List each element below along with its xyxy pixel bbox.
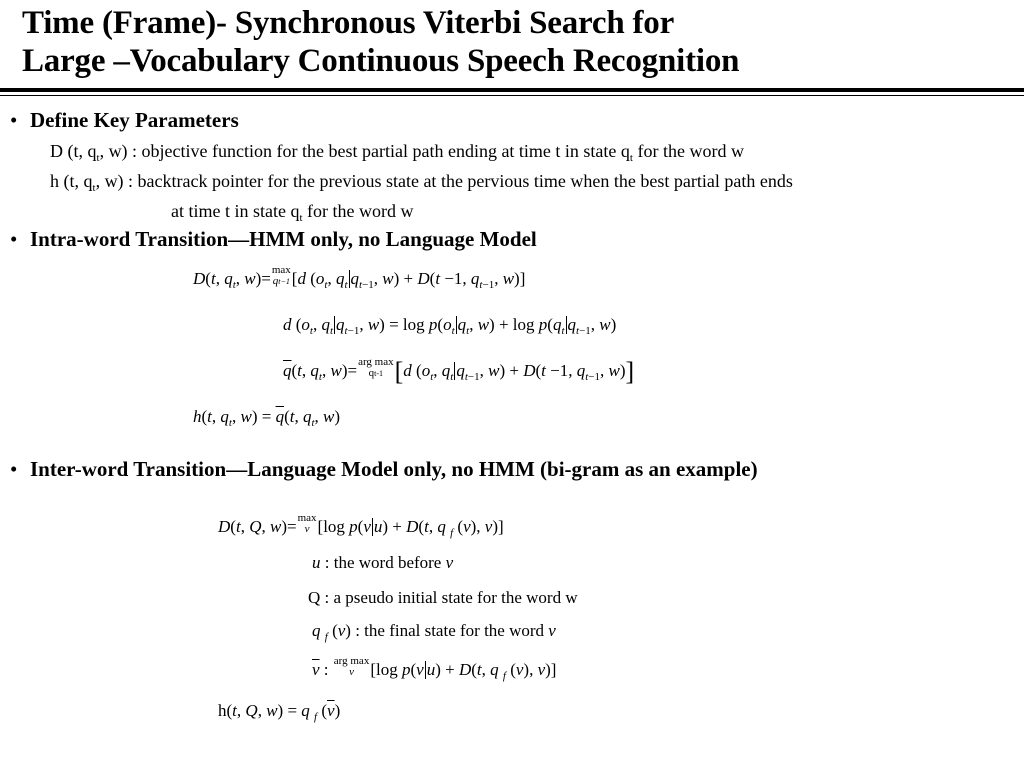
title-rule-thin xyxy=(0,95,1024,96)
operator-argmax: arg max v xyxy=(333,655,370,679)
equation-intra-D: D(t, $q_t$, w)= max qt−1 [d ($o_t$, $q_t$ $q_{t-1}$, w) + D(t −1, $q_{t-1}$, w)] xyxy=(193,264,526,291)
bullet-inter-word-transition xyxy=(10,457,758,481)
bullet-icon: • xyxy=(10,108,18,132)
equation-intra-d: d ($o_t$, $q_t$ $q_{t-1}$, $w) = \log p(o_t$ $q_t$, $w) + \log p(q_t$ $q_{t-1}$, w) xyxy=(283,315,617,337)
section-heading-inter: Inter-word Transition—Language Model only, no HMM (bi-gram as an example) xyxy=(30,457,758,481)
definition-D: D (t, $q_t$, w) : objective function for the best partial path ending at time t in state $q_t$ for the word w xyxy=(50,141,744,164)
definition-qf: q $_f$ (v) : the final state for the word v xyxy=(312,621,556,643)
bullet-define-key-parameters xyxy=(10,108,239,132)
definition-Q: Q : a pseudo initial state for the word w xyxy=(308,588,578,607)
title-rule-thick xyxy=(0,88,1024,92)
section-heading-intra: Intra-word Transition—HMM only, no Language Model xyxy=(30,227,537,251)
equation-intra-h: h(t, $q_t$, $w) = \overline{q}(t$, $q_t$, w) xyxy=(193,407,341,429)
operator-max: max qt−1 xyxy=(271,264,291,288)
equation-intra-qbar: $\overline{q}(t$, $q_t$, w)= arg max qt-1 [d ($o_t$, $q_t$ $q_{t-1}$, w) + D(t −1, $q_{t-1}$, w)] xyxy=(283,356,635,386)
operator-max: max v xyxy=(297,512,317,536)
equation-inter-h: h(t, Q, w) = q $_f$ $(\overline{v})$ xyxy=(218,701,341,723)
definition-vbar: $\overline{v}$ : arg max v [log p(v u) + D(t, q $_f$ (v), v)] xyxy=(312,655,557,682)
bullet-icon: • xyxy=(10,227,18,251)
definition-h: h (t, $q_t$, w) : backtrack pointer for the previous state at the pervious time when the best partial path ends xyxy=(50,171,793,194)
definition-u: u : the word before v xyxy=(312,553,454,572)
operator-argmax: arg max qt-1 xyxy=(358,356,394,380)
section-heading-key-params: Define Key Parameters xyxy=(30,108,239,132)
definition-h-continued: at time t in state $q_t$ for the word w xyxy=(171,201,414,224)
bullet-icon: • xyxy=(10,457,18,481)
slide-title xyxy=(22,4,739,80)
equation-inter-D: D(t, Q, w)= max v [log p(v u) + D(t, q $_f$ (v), v)] xyxy=(218,512,504,539)
bullet-intra-word-transition xyxy=(10,227,537,251)
slide-title-line-2: Large –Vocabulary Continuous Speech Recognition xyxy=(22,43,740,79)
slide-title-line-1: Time (Frame)- Synchronous Viterbi Search for xyxy=(22,5,675,41)
